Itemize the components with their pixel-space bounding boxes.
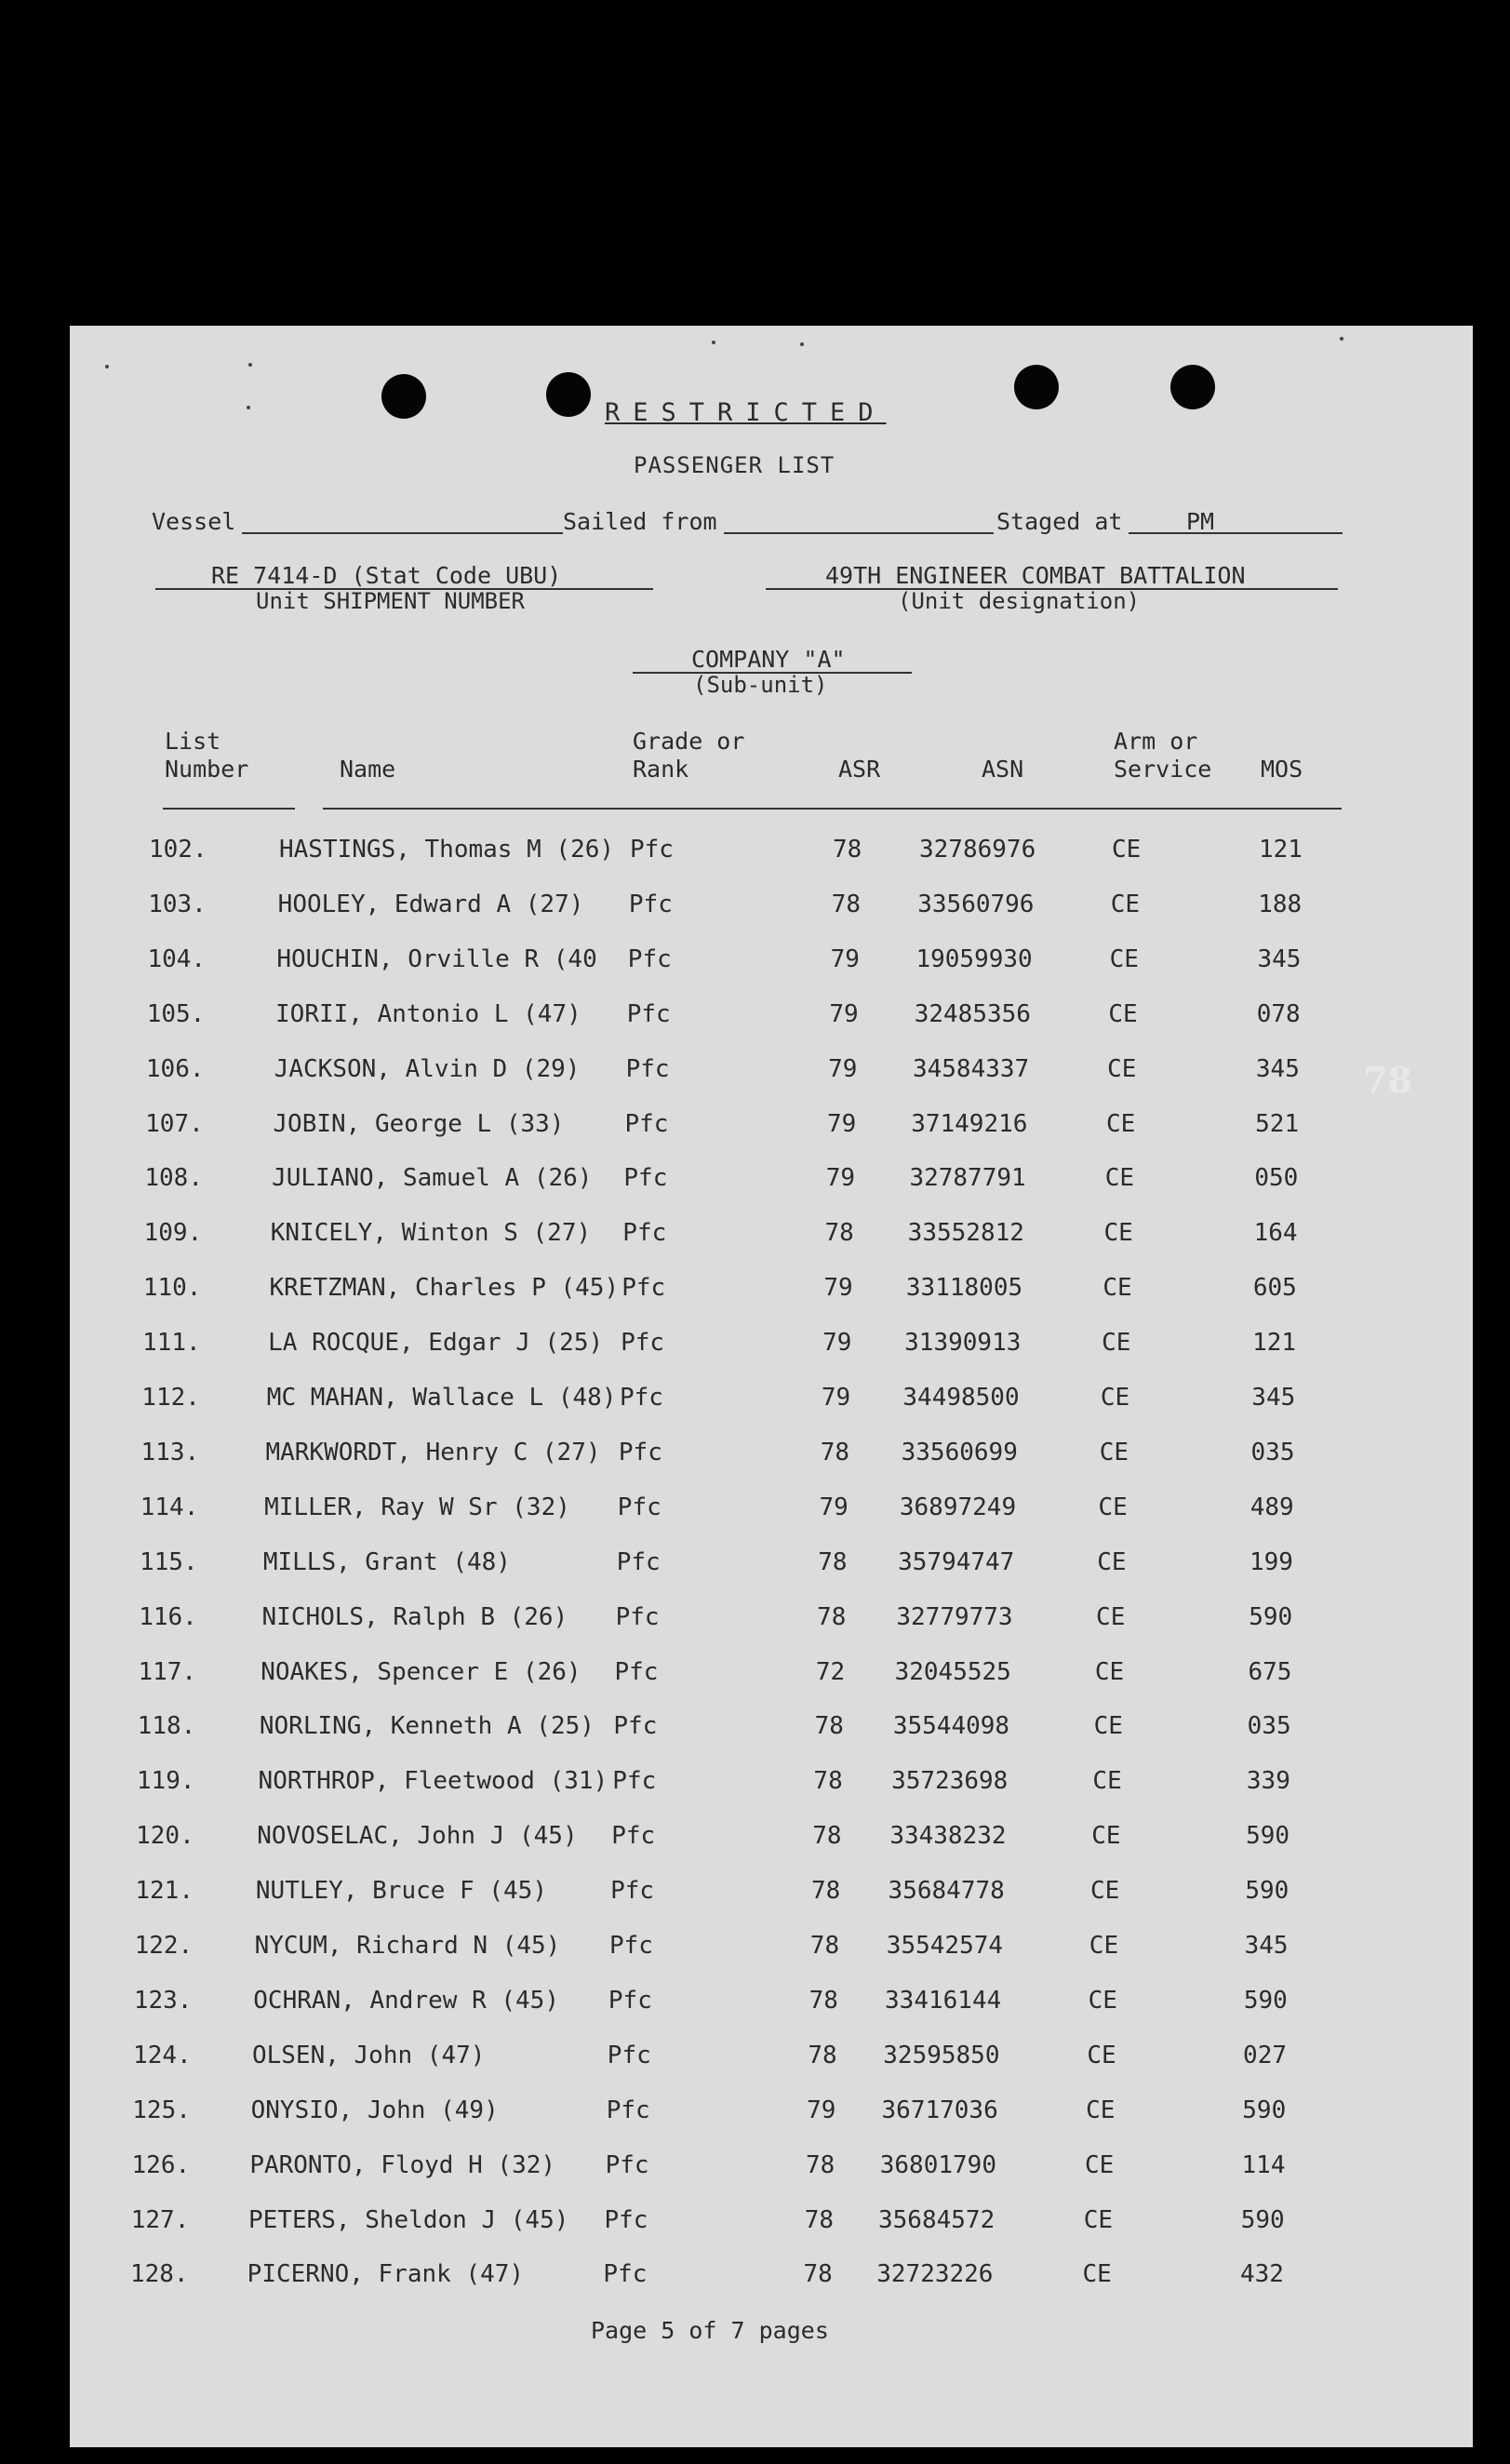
asn-cell: 32045525 — [894, 1657, 1011, 1686]
mos-cell: 675 — [1248, 1657, 1292, 1686]
asn-cell: 32786976 — [919, 836, 1036, 864]
name-cell: NYCUM, Richard N (45) — [254, 1932, 561, 1960]
grade-cell: Pfc — [620, 1384, 663, 1412]
name-cell: PETERS, Sheldon J (45) — [248, 2205, 569, 2234]
col-list-number: List Number — [165, 728, 249, 783]
mos-cell: 027 — [1243, 2041, 1288, 2069]
list-number-cell: 118. — [137, 1712, 196, 1741]
asn-cell: 32723226 — [876, 2260, 994, 2289]
list-number-cell: 120. — [136, 1822, 194, 1851]
asr-cell: 79 — [819, 1493, 849, 1521]
grade-cell: Pfc — [606, 2096, 650, 2124]
name-cell: OCHRAN, Andrew R (45) — [253, 1986, 559, 2015]
speck — [800, 342, 804, 346]
asn-cell: 34498500 — [902, 1384, 1020, 1412]
name-cell: NUTLEY, Bruce F (45) — [255, 1877, 547, 1906]
col-asn: ASN — [982, 756, 1024, 783]
col-arm: Arm or Service — [1114, 728, 1212, 783]
name-cell: NOAKES, Spencer E (26) — [261, 1657, 581, 1686]
name-cell: HASTINGS, Thomas M (26) — [279, 836, 615, 864]
sailed-from-line — [724, 532, 994, 534]
arm-cell: CE — [1097, 1547, 1127, 1576]
asr-cell: 79 — [829, 999, 859, 1028]
grade-cell: Pfc — [628, 890, 673, 918]
grade-cell: Pfc — [610, 1877, 655, 1906]
arm-cell: CE — [1108, 999, 1138, 1028]
subunit-caption: (Sub-unit) — [693, 672, 828, 698]
mos-cell: 590 — [1242, 2096, 1287, 2124]
mos-cell: 590 — [1245, 1877, 1290, 1906]
sailed-from-label: Sailed from — [563, 508, 717, 535]
name-cell: NICHOLS, Ralph B (26) — [261, 1602, 568, 1631]
grade-cell: Pfc — [615, 1602, 660, 1631]
asn-cell: 31390913 — [904, 1329, 1022, 1358]
asn-cell: 33552812 — [907, 1219, 1024, 1248]
asn-cell: 32485356 — [914, 999, 1031, 1028]
staged-at-label: Staged at — [996, 508, 1123, 535]
arm-cell: CE — [1110, 890, 1141, 918]
mos-cell: 590 — [1240, 2205, 1285, 2234]
asr-cell: 79 — [826, 1109, 857, 1138]
arm-cell: CE — [1099, 1438, 1129, 1466]
name-cell: HOUCHIN, Orville R (40 — [276, 944, 597, 973]
name-cell: PICERNO, Frank (47) — [247, 2260, 525, 2289]
asr-cell: 72 — [815, 1657, 846, 1686]
arm-cell: CE — [1102, 1274, 1132, 1303]
name-cell: NORTHROP, Fleetwood (31) — [258, 1767, 608, 1796]
document-title: PASSENGER LIST — [634, 452, 835, 478]
arm-cell: CE — [1105, 1109, 1136, 1138]
arm-cell: CE — [1094, 1657, 1125, 1686]
mos-cell: 605 — [1252, 1274, 1297, 1303]
arm-cell: CE — [1102, 1329, 1131, 1358]
asr-cell: 78 — [812, 1822, 842, 1851]
speck — [248, 363, 252, 367]
arm-cell: CE — [1100, 1384, 1130, 1412]
asr-cell: 78 — [817, 1602, 847, 1631]
arm-cell: CE — [1093, 1712, 1123, 1741]
name-cell: LA ROCQUE, Edgar J (25) — [268, 1329, 604, 1358]
staged-at-value: PM — [1186, 508, 1215, 535]
subunit: COMPANY "A" — [691, 646, 846, 673]
list-number-cell: 113. — [140, 1438, 200, 1466]
asr-cell: 79 — [828, 1054, 858, 1083]
list-number-cell: 122. — [134, 1932, 194, 1960]
arm-cell: CE — [1084, 2150, 1115, 2179]
grade-cell: Pfc — [614, 1657, 659, 1686]
vessel-line — [242, 532, 563, 534]
mos-cell: 114 — [1241, 2150, 1286, 2179]
list-number-cell: 112. — [141, 1384, 200, 1412]
arm-cell: CE — [1096, 1602, 1126, 1631]
list-number-cell: 117. — [138, 1657, 197, 1686]
asr-cell: 78 — [808, 2041, 837, 2069]
arm-cell: CE — [1112, 836, 1142, 864]
asr-cell: 78 — [824, 1219, 854, 1248]
asn-cell: 36897249 — [899, 1493, 1017, 1521]
list-number-cell: 103. — [148, 890, 207, 918]
asr-cell: 78 — [820, 1438, 849, 1466]
asn-cell: 32779773 — [896, 1602, 1013, 1631]
asn-cell: 35723698 — [891, 1767, 1009, 1796]
mos-cell: 590 — [1249, 1602, 1293, 1631]
list-number-cell: 108. — [144, 1164, 203, 1193]
mos-cell: 035 — [1250, 1438, 1295, 1466]
name-cell: HOOLEY, Edward A (27) — [277, 890, 584, 918]
asn-cell: 34584337 — [912, 1054, 1030, 1083]
arm-cell: CE — [1109, 944, 1139, 973]
col-mos: MOS — [1261, 756, 1303, 783]
list-number-cell: 121. — [135, 1877, 194, 1906]
list-number-cell: 128. — [129, 2260, 189, 2289]
list-number-cell: 102. — [149, 836, 207, 864]
asr-cell: 78 — [803, 2260, 833, 2289]
unit-designation: 49TH ENGINEER COMBAT BATTALION — [825, 562, 1246, 589]
margin-note: 78 — [1363, 1059, 1412, 1101]
punch-hole — [1014, 365, 1059, 409]
asr-cell: 78 — [833, 836, 862, 864]
arm-cell: CE — [1083, 2205, 1114, 2234]
list-number-cell: 124. — [133, 2041, 192, 2069]
asr-cell: 78 — [808, 1986, 838, 2015]
arm-cell: CE — [1087, 2041, 1116, 2069]
list-number-cell: 107. — [145, 1109, 204, 1138]
list-number-cell: 110. — [142, 1274, 202, 1303]
mos-cell: 432 — [1239, 2260, 1284, 2289]
name-cell: JACKSON, Alvin D (29) — [274, 1054, 581, 1083]
asn-cell: 33416144 — [885, 1986, 1002, 2015]
grade-cell: Pfc — [618, 1438, 662, 1466]
mos-cell: 164 — [1253, 1219, 1298, 1248]
name-cell: MILLS, Grant (48) — [262, 1547, 511, 1576]
asn-cell: 33560699 — [901, 1438, 1018, 1466]
col-name: Name — [340, 756, 396, 783]
arm-cell: CE — [1092, 1767, 1122, 1796]
grade-cell: Pfc — [613, 1712, 658, 1741]
mos-cell: 078 — [1256, 999, 1301, 1028]
asr-cell: 78 — [805, 2150, 835, 2179]
grade-cell: Pfc — [626, 999, 671, 1028]
unit-designation-caption: (Unit designation) — [898, 588, 1141, 614]
grade-cell: Pfc — [604, 2205, 648, 2234]
grade-cell: Pfc — [607, 2041, 651, 2069]
mos-cell: 339 — [1246, 1767, 1290, 1796]
punch-hole — [546, 372, 591, 417]
name-cell: OLSEN, John (47) — [251, 2041, 486, 2069]
speck — [247, 406, 250, 409]
grade-cell: Pfc — [612, 1767, 657, 1796]
mos-cell: 199 — [1249, 1547, 1293, 1576]
asr-cell: 79 — [821, 1384, 851, 1412]
grade-cell: Pfc — [624, 1109, 669, 1138]
grade-cell: Pfc — [611, 1822, 656, 1851]
name-cell: NOVOSELAC, John J (45) — [257, 1822, 578, 1851]
speck — [712, 341, 715, 344]
list-number-cell: 105. — [146, 999, 206, 1028]
mos-cell: 345 — [1257, 944, 1302, 973]
list-number-cell: 116. — [139, 1602, 197, 1631]
page-footer: Page 5 of 7 pages — [591, 2317, 829, 2344]
mos-cell: 050 — [1254, 1164, 1299, 1193]
header-rule-short — [163, 808, 295, 810]
asr-cell: 78 — [809, 1932, 840, 1960]
asn-cell: 35794747 — [898, 1547, 1015, 1576]
grade-cell: Pfc — [625, 1054, 670, 1083]
grade-cell: Pfc — [621, 1329, 665, 1358]
mos-cell: 345 — [1251, 1384, 1296, 1412]
list-number-cell: 111. — [142, 1329, 201, 1358]
grade-cell: Pfc — [605, 2150, 649, 2179]
name-cell: NORLING, Kenneth A (25) — [259, 1712, 595, 1741]
mos-cell: 590 — [1243, 1986, 1288, 2015]
list-number-cell: 115. — [139, 1547, 198, 1576]
document-page — [70, 326, 1473, 2447]
asr-cell: 79 — [823, 1274, 853, 1303]
name-cell: MILLER, Ray W Sr (32) — [264, 1493, 570, 1521]
asr-cell: 79 — [822, 1329, 852, 1358]
name-cell: MC MAHAN, Wallace L (48) — [266, 1384, 617, 1412]
asr-cell: 79 — [825, 1164, 856, 1193]
asn-cell: 33118005 — [905, 1274, 1023, 1303]
grade-cell: Pfc — [627, 944, 672, 973]
list-number-cell: 123. — [133, 1986, 193, 2015]
punch-hole — [381, 374, 426, 419]
mos-cell: 188 — [1258, 890, 1303, 918]
asn-cell: 19059930 — [915, 944, 1033, 973]
arm-cell: CE — [1088, 1986, 1117, 2015]
asr-cell: 78 — [804, 2205, 835, 2234]
col-asr: ASR — [838, 756, 881, 783]
list-number-cell: 126. — [131, 2150, 191, 2179]
staged-at-line — [1129, 532, 1343, 534]
name-cell: MARKWORDT, Henry C (27) — [265, 1438, 601, 1466]
grade-cell: Pfc — [617, 1493, 661, 1521]
unit-shipment-number: RE 7414-D (Stat Code UBU) — [211, 562, 562, 589]
asn-cell: 35544098 — [892, 1712, 1010, 1741]
grade-cell: Pfc — [630, 836, 674, 864]
name-cell: ONYSIO, John (49) — [250, 2096, 499, 2124]
punch-hole — [1170, 365, 1215, 409]
name-cell: JOBIN, George L (33) — [273, 1109, 565, 1138]
arm-cell: CE — [1107, 1054, 1137, 1083]
name-cell: KRETZMAN, Charles P (45) — [269, 1274, 620, 1303]
col-grade: Grade or Rank — [633, 728, 745, 783]
speck — [105, 365, 109, 368]
arm-cell: CE — [1089, 1932, 1119, 1960]
name-cell: IORII, Antonio L (47) — [275, 999, 581, 1028]
asn-cell: 35684572 — [878, 2205, 996, 2234]
asr-cell: 78 — [811, 1877, 841, 1906]
list-number-cell: 119. — [136, 1767, 195, 1796]
arm-cell: CE — [1098, 1493, 1128, 1521]
name-cell: JULIANO, Samuel A (26) — [272, 1164, 593, 1193]
grade-cell: Pfc — [616, 1547, 661, 1576]
asr-cell: 78 — [813, 1767, 843, 1796]
asr-cell: 79 — [830, 944, 860, 973]
mos-cell: 345 — [1244, 1932, 1289, 1960]
grade-cell: Pfc — [603, 2260, 648, 2289]
list-number-cell: 109. — [143, 1219, 203, 1248]
grade-cell: Pfc — [608, 1986, 652, 2015]
asn-cell: 37149216 — [911, 1109, 1028, 1138]
list-number-cell: 104. — [147, 944, 207, 973]
list-number-cell: 127. — [130, 2205, 190, 2234]
mos-cell: 345 — [1255, 1054, 1300, 1083]
mos-cell: 121 — [1259, 836, 1303, 864]
asn-cell: 33560796 — [917, 890, 1035, 918]
list-number-cell: 125. — [132, 2096, 191, 2124]
arm-cell: CE — [1103, 1219, 1133, 1248]
grade-cell: Pfc — [621, 1274, 666, 1303]
asr-cell: 78 — [831, 890, 862, 918]
header-rule — [323, 808, 1342, 810]
asn-cell: 35684778 — [888, 1877, 1005, 1906]
asn-cell: 36717036 — [881, 2096, 998, 2124]
list-number-cell: 114. — [140, 1493, 199, 1521]
asn-cell: 35542574 — [886, 1932, 1004, 1960]
name-cell: KNICELY, Winton S (27) — [270, 1219, 592, 1248]
grade-cell: Pfc — [609, 1932, 653, 1960]
asr-cell: 79 — [807, 2096, 836, 2124]
grade-cell: Pfc — [623, 1164, 668, 1193]
asr-cell: 78 — [818, 1547, 848, 1576]
arm-cell: CE — [1104, 1164, 1135, 1193]
mos-cell: 521 — [1255, 1109, 1300, 1138]
unit-shipment-caption: Unit SHIPMENT NUMBER — [256, 588, 525, 614]
arm-cell: CE — [1082, 2260, 1112, 2289]
mos-cell: 590 — [1246, 1822, 1290, 1851]
mos-cell: 035 — [1247, 1712, 1291, 1741]
asr-cell: 78 — [814, 1712, 844, 1741]
mos-cell: 121 — [1252, 1329, 1297, 1358]
mos-cell: 489 — [1249, 1493, 1294, 1521]
asn-cell: 32787791 — [909, 1164, 1026, 1193]
arm-cell: CE — [1086, 2096, 1116, 2124]
asn-cell: 36801790 — [879, 2150, 996, 2179]
asn-cell: 33438232 — [889, 1822, 1007, 1851]
vessel-label: Vessel — [152, 508, 236, 535]
arm-cell: CE — [1091, 1822, 1121, 1851]
arm-cell: CE — [1090, 1877, 1120, 1906]
grade-cell: Pfc — [622, 1219, 667, 1248]
asn-cell: 32595850 — [883, 2041, 1000, 2069]
speck — [1340, 337, 1343, 341]
classification-heading: RESTRICTED — [605, 398, 887, 427]
name-cell: PARONTO, Floyd H (32) — [249, 2150, 556, 2179]
list-number-cell: 106. — [145, 1054, 205, 1083]
